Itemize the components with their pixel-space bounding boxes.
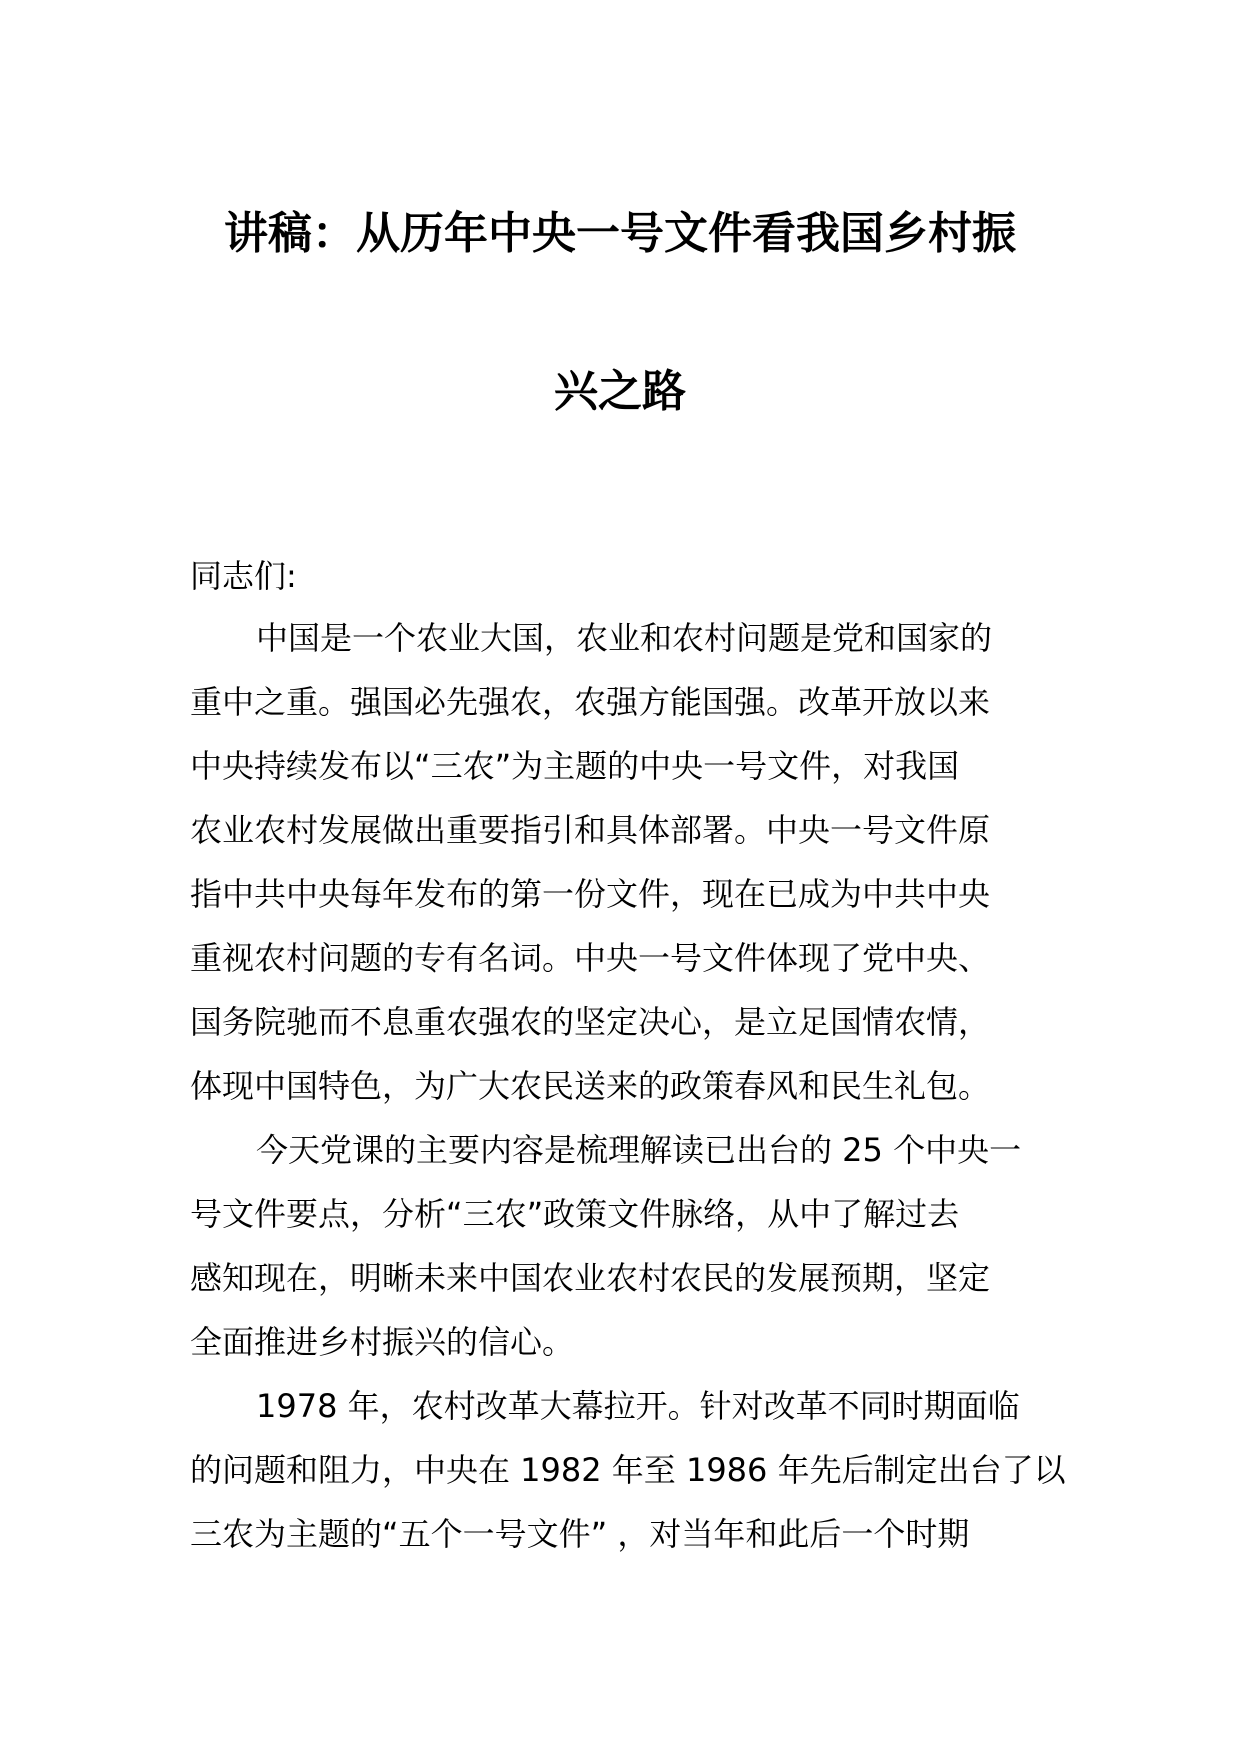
body-line: 全面推进乡村振兴的信心。	[190, 1323, 575, 1361]
body-line: 今天党课的主要内容是梳理解读已出台的 25 个中央一	[256, 1131, 1022, 1169]
body-line: 三农为主题的“五个一号文件” ，对当年和此后一个时期	[190, 1515, 970, 1553]
body-line: 重视农村问题的专有名词。中央一号文件体现了党中央、	[190, 939, 991, 977]
body-line: 农业农村发展做出重要指引和具体部署。中央一号文件原	[190, 811, 991, 849]
greeting-text: 同志们:	[190, 557, 297, 595]
document-title-line-1: 讲稿：从历年中央一号文件看我国乡村振	[224, 208, 1016, 259]
body-line: 中国是一个农业大国，农业和农村问题是党和国家的	[256, 619, 993, 657]
body-line: 感知现在，明晰未来中国农业农村农民的发展预期，坚定	[190, 1259, 991, 1297]
body-line: 重中之重。强国必先强农，农强方能国强。改革开放以来	[190, 683, 991, 721]
body-line: 中央持续发布以“三农”为主题的中央一号文件，对我国	[190, 747, 960, 785]
body-line: 的问题和阻力，中央在 1982 年至 1986 年先后制定出台了以	[190, 1451, 1066, 1489]
body-line: 体现中国特色，为广大农民送来的政策春风和民生礼包。	[190, 1067, 991, 1105]
document-title-line-2: 兴之路	[554, 366, 686, 417]
body-line: 指中共中央每年发布的第一份文件，现在已成为中共中央	[190, 875, 991, 913]
body-line: 号文件要点，分析“三农”政策文件脉络，从中了解过去	[190, 1195, 960, 1233]
body-line: 国务院驰而不息重农强农的坚定决心，是立足国情农情，	[190, 1003, 991, 1041]
body-line: 1978 年，农村改革大幕拉开。针对改革不同时期面临	[256, 1387, 1020, 1425]
